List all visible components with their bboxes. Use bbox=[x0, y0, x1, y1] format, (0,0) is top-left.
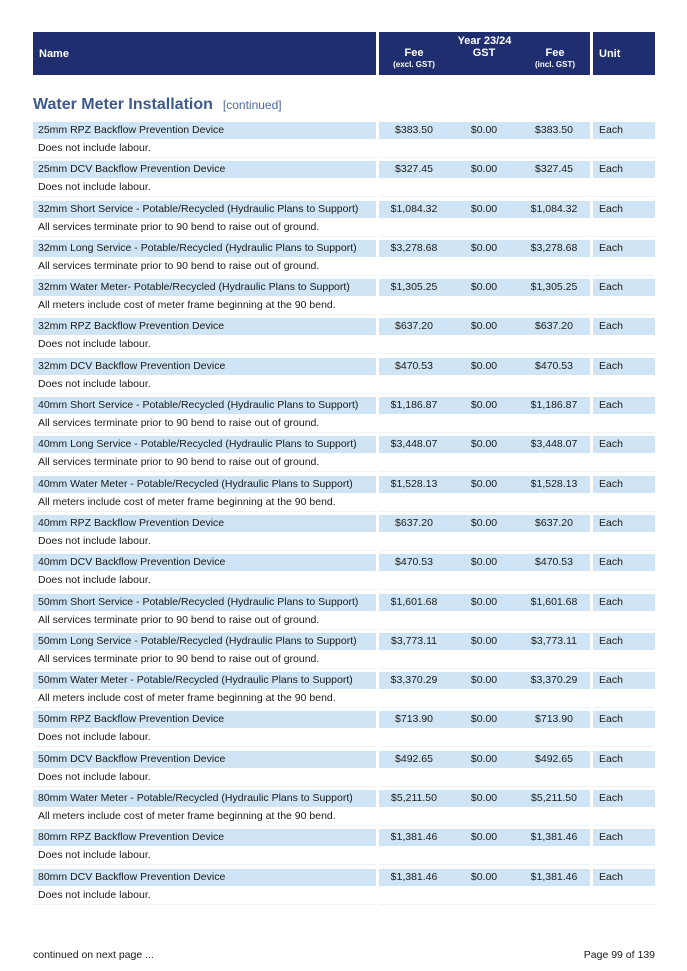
row-fee-excl: $713.90 bbox=[395, 713, 433, 726]
row-name: 32mm Long Service - Potable/Recycled (Hydraulic Plans to Support) bbox=[38, 241, 357, 254]
row-fee-incl: $5,211.50 bbox=[531, 792, 577, 805]
row-name: 50mm Long Service - Potable/Recycled (Hydraulic Plans to Support) bbox=[38, 634, 357, 647]
row-main-line bbox=[33, 672, 655, 689]
row-desc-bg bbox=[593, 689, 655, 708]
row-main-line bbox=[33, 397, 655, 414]
row-gst: $0.00 bbox=[470, 399, 498, 412]
row-gst: $0.00 bbox=[470, 516, 498, 529]
row-desc-line bbox=[33, 571, 655, 590]
row-gst: $0.00 bbox=[470, 163, 498, 176]
table-row bbox=[33, 476, 655, 515]
row-fee-excl: $1,084.32 bbox=[390, 202, 438, 215]
row-fee-incl: $383.50 bbox=[535, 124, 573, 136]
row-gst: $0.00 bbox=[470, 241, 498, 254]
row-unit: Each bbox=[599, 477, 623, 490]
row-desc-line bbox=[33, 375, 655, 394]
row-gst: $0.00 bbox=[470, 831, 498, 844]
row-fee-incl: $1,084.32 bbox=[530, 202, 578, 215]
row-desc-bg bbox=[593, 335, 655, 354]
row-description: Does not include labour. bbox=[38, 574, 151, 587]
row-desc-bg bbox=[593, 218, 655, 237]
row-desc-bg bbox=[593, 453, 655, 472]
row-fee-excl: $1,186.87 bbox=[390, 399, 438, 412]
row-name: 80mm Water Meter - Potable/Recycled (Hydraulic Plans to Support) bbox=[38, 792, 353, 805]
table-row bbox=[33, 711, 655, 750]
row-description: Does not include labour. bbox=[38, 338, 151, 351]
header-name-cell bbox=[33, 32, 376, 75]
row-description: Does not include labour. bbox=[38, 849, 151, 862]
table-header bbox=[33, 32, 655, 75]
row-fee-excl: $3,278.68 bbox=[390, 241, 438, 254]
header-fees-cell bbox=[379, 32, 590, 75]
header-fee-excl bbox=[379, 47, 449, 71]
row-fee-excl: $3,370.29 bbox=[390, 674, 438, 687]
row-unit: Each bbox=[599, 281, 623, 294]
row-desc-bg bbox=[379, 414, 590, 433]
row-desc-bg bbox=[593, 611, 655, 630]
row-desc-bg bbox=[379, 139, 590, 158]
section-title-text: Water Meter Installation bbox=[33, 96, 213, 113]
row-gst: $0.00 bbox=[470, 634, 498, 647]
row-main-line bbox=[33, 476, 655, 493]
table-row bbox=[33, 515, 655, 554]
row-fee-excl: $492.65 bbox=[395, 752, 433, 765]
row-desc-line bbox=[33, 728, 655, 747]
row-fee-incl: $3,278.68 bbox=[530, 241, 578, 254]
row-fee-excl: $637.20 bbox=[395, 516, 433, 529]
row-desc-bg bbox=[593, 493, 655, 512]
row-gst: $0.00 bbox=[470, 595, 498, 608]
row-name: 25mm DCV Backflow Prevention Device bbox=[38, 163, 226, 176]
row-fee-excl: $1,305.25 bbox=[390, 281, 438, 294]
row-name: 32mm DCV Backflow Prevention Device bbox=[38, 359, 226, 372]
row-desc-line bbox=[33, 139, 655, 158]
row-name: 40mm Water Meter - Potable/Recycled (Hydraulic Plans to Support) bbox=[38, 477, 353, 490]
row-desc-bg bbox=[593, 807, 655, 826]
row-desc-bg bbox=[379, 257, 590, 276]
row-name: 40mm DCV Backflow Prevention Device bbox=[38, 556, 226, 569]
row-fee-excl: $327.45 bbox=[395, 163, 433, 176]
row-desc-bg bbox=[593, 296, 655, 315]
row-name: 25mm RPZ Backflow Prevention Device bbox=[38, 124, 225, 136]
row-fee-excl: $470.53 bbox=[395, 359, 433, 372]
row-description: All meters include cost of meter frame beginning at the 90 bend. bbox=[38, 810, 336, 823]
row-description: All services terminate prior to 90 bend to raise out of ground. bbox=[38, 259, 320, 272]
row-fee-excl: $383.50 bbox=[395, 124, 433, 136]
row-description: Does not include labour. bbox=[38, 377, 151, 390]
row-fee-incl: $1,601.68 bbox=[530, 595, 578, 608]
table-row bbox=[33, 672, 655, 711]
row-unit: Each bbox=[599, 595, 623, 608]
row-main-line bbox=[33, 279, 655, 296]
row-desc-line bbox=[33, 886, 655, 905]
row-fee-incl: $1,381.46 bbox=[530, 831, 578, 844]
page-number: Page 99 of 139 bbox=[583, 949, 655, 961]
row-unit: Each bbox=[599, 399, 623, 412]
row-unit: Each bbox=[599, 359, 623, 372]
section-continued: [continued] bbox=[222, 98, 282, 112]
row-name: 32mm RPZ Backflow Prevention Device bbox=[38, 320, 225, 333]
header-fee-incl-label: Fee bbox=[545, 47, 565, 59]
row-desc-bg bbox=[379, 611, 590, 630]
row-desc-bg bbox=[379, 650, 590, 669]
row-unit: Each bbox=[599, 556, 623, 569]
row-description: Does not include labour. bbox=[38, 770, 151, 783]
row-name: 32mm Water Meter- Potable/Recycled (Hydraulic Plans to Support) bbox=[38, 281, 350, 294]
row-desc-bg bbox=[593, 650, 655, 669]
row-fee-incl: $3,773.11 bbox=[531, 634, 577, 647]
row-description: All services terminate prior to 90 bend to raise out of ground. bbox=[38, 417, 320, 430]
row-name: 40mm Long Service - Potable/Recycled (Hydraulic Plans to Support) bbox=[38, 438, 357, 451]
row-fee-excl: $5,211.50 bbox=[391, 792, 437, 805]
row-description: All services terminate prior to 90 bend to raise out of ground. bbox=[38, 652, 320, 665]
row-main-line bbox=[33, 829, 655, 846]
table-row bbox=[33, 829, 655, 868]
row-desc-bg bbox=[379, 532, 590, 551]
row-desc-line bbox=[33, 453, 655, 472]
row-desc-line bbox=[33, 807, 655, 826]
table-row bbox=[33, 436, 655, 475]
row-main-line bbox=[33, 436, 655, 453]
row-fee-excl: $637.20 bbox=[395, 320, 433, 333]
row-main-line bbox=[33, 869, 655, 886]
row-fee-excl: $1,601.68 bbox=[390, 595, 438, 608]
row-unit: Each bbox=[599, 163, 623, 176]
row-description: All services terminate prior to 90 bend to raise out of ground. bbox=[38, 613, 320, 626]
row-name: 50mm DCV Backflow Prevention Device bbox=[38, 752, 226, 765]
row-gst: $0.00 bbox=[470, 556, 498, 569]
header-gst bbox=[449, 47, 519, 59]
row-gst: $0.00 bbox=[470, 438, 498, 451]
row-gst: $0.00 bbox=[470, 281, 498, 294]
row-desc-bg bbox=[379, 689, 590, 708]
table-row bbox=[33, 869, 655, 908]
row-main-line bbox=[33, 554, 655, 571]
row-fee-incl: $1,186.87 bbox=[530, 399, 578, 412]
row-description: Does not include labour. bbox=[38, 888, 151, 901]
row-fee-incl: $637.20 bbox=[535, 516, 573, 529]
header-year-label: Year 23/24 bbox=[457, 35, 512, 47]
row-main-line bbox=[33, 201, 655, 218]
row-unit: Each bbox=[599, 831, 623, 844]
row-unit: Each bbox=[599, 202, 623, 215]
row-fee-incl: $470.53 bbox=[535, 359, 573, 372]
row-desc-line bbox=[33, 611, 655, 630]
row-name: 32mm Short Service - Potable/Recycled (Hydraulic Plans to Support) bbox=[38, 202, 359, 215]
row-desc-line bbox=[33, 218, 655, 237]
row-desc-bg bbox=[379, 493, 590, 512]
row-desc-bg bbox=[379, 728, 590, 747]
row-desc-bg bbox=[379, 886, 590, 905]
row-unit: Each bbox=[599, 438, 623, 451]
row-unit: Each bbox=[599, 124, 623, 136]
row-desc-bg bbox=[593, 414, 655, 433]
table-row bbox=[33, 318, 655, 357]
table-row bbox=[33, 397, 655, 436]
row-name: 40mm RPZ Backflow Prevention Device bbox=[38, 516, 225, 529]
row-desc-line bbox=[33, 335, 655, 354]
row-fee-excl: $470.53 bbox=[395, 556, 433, 569]
table-row bbox=[33, 358, 655, 397]
row-desc-bg bbox=[593, 375, 655, 394]
row-description: Does not include labour. bbox=[38, 142, 151, 154]
row-name: 50mm Short Service - Potable/Recycled (Hydraulic Plans to Support) bbox=[38, 595, 359, 608]
row-fee-excl: $1,528.13 bbox=[390, 477, 438, 490]
table-row bbox=[33, 751, 655, 790]
row-gst: $0.00 bbox=[470, 202, 498, 215]
row-desc-bg bbox=[593, 846, 655, 865]
fee-table-body bbox=[33, 122, 655, 908]
row-desc-bg bbox=[379, 296, 590, 315]
row-description: Does not include labour. bbox=[38, 731, 151, 744]
header-name-label: Name bbox=[39, 48, 69, 60]
row-desc-line bbox=[33, 768, 655, 787]
row-main-line bbox=[33, 594, 655, 611]
row-unit: Each bbox=[599, 516, 623, 529]
table-row bbox=[33, 790, 655, 829]
row-gst: $0.00 bbox=[470, 713, 498, 726]
row-name: 80mm DCV Backflow Prevention Device bbox=[38, 870, 226, 883]
row-description: All meters include cost of meter frame beginning at the 90 bend. bbox=[38, 299, 336, 312]
row-main-line bbox=[33, 161, 655, 178]
row-desc-line bbox=[33, 650, 655, 669]
row-gst: $0.00 bbox=[470, 674, 498, 687]
row-description: All services terminate prior to 90 bend to raise out of ground. bbox=[38, 456, 320, 469]
row-unit: Each bbox=[599, 752, 623, 765]
row-fee-incl: $637.20 bbox=[535, 320, 573, 333]
row-fee-incl: $470.53 bbox=[535, 556, 573, 569]
row-name: 50mm Water Meter - Potable/Recycled (Hydraulic Plans to Support) bbox=[38, 674, 353, 687]
row-name: 40mm Short Service - Potable/Recycled (Hydraulic Plans to Support) bbox=[38, 399, 359, 412]
row-name: 50mm RPZ Backflow Prevention Device bbox=[38, 713, 225, 726]
row-desc-line bbox=[33, 689, 655, 708]
row-desc-line bbox=[33, 532, 655, 551]
row-unit: Each bbox=[599, 241, 623, 254]
row-desc-bg bbox=[379, 807, 590, 826]
row-description: All meters include cost of meter frame beginning at the 90 bend. bbox=[38, 692, 336, 705]
row-fee-incl: $713.90 bbox=[535, 713, 573, 726]
row-main-line bbox=[33, 751, 655, 768]
row-unit: Each bbox=[599, 674, 623, 687]
row-desc-bg bbox=[379, 846, 590, 865]
row-desc-bg bbox=[379, 218, 590, 237]
row-name: 80mm RPZ Backflow Prevention Device bbox=[38, 831, 225, 844]
row-main-line bbox=[33, 240, 655, 257]
row-unit: Each bbox=[599, 713, 623, 726]
row-desc-bg bbox=[593, 886, 655, 905]
table-row bbox=[33, 161, 655, 200]
row-main-line bbox=[33, 790, 655, 807]
row-desc-bg bbox=[379, 571, 590, 590]
footer-continued: continued on next page ... bbox=[33, 949, 154, 961]
row-unit: Each bbox=[599, 634, 623, 647]
table-row bbox=[33, 594, 655, 633]
row-desc-line bbox=[33, 296, 655, 315]
row-desc-bg bbox=[379, 375, 590, 394]
row-fee-excl: $1,381.46 bbox=[390, 831, 438, 844]
table-row bbox=[33, 279, 655, 318]
header-gst-label: GST bbox=[472, 47, 496, 59]
table-row bbox=[33, 122, 655, 161]
row-unit: Each bbox=[599, 320, 623, 333]
section-title bbox=[33, 96, 282, 114]
row-gst: $0.00 bbox=[470, 477, 498, 490]
row-desc-bg bbox=[593, 571, 655, 590]
row-fee-incl: $1,381.46 bbox=[530, 870, 578, 883]
table-row bbox=[33, 633, 655, 672]
header-fee-incl bbox=[520, 47, 590, 71]
row-gst: $0.00 bbox=[470, 359, 498, 372]
row-gst: $0.00 bbox=[470, 870, 498, 883]
row-main-line bbox=[33, 122, 655, 139]
row-fee-excl: $1,381.46 bbox=[390, 870, 438, 883]
table-row bbox=[33, 240, 655, 279]
header-fee-excl-sub: (excl. GST) bbox=[393, 60, 435, 69]
row-description: Does not include labour. bbox=[38, 181, 151, 194]
row-desc-line bbox=[33, 178, 655, 197]
row-unit: Each bbox=[599, 870, 623, 883]
row-fee-incl: $1,528.13 bbox=[530, 477, 578, 490]
table-row bbox=[33, 201, 655, 240]
row-description: All services terminate prior to 90 bend to raise out of ground. bbox=[38, 220, 320, 233]
row-main-line bbox=[33, 318, 655, 335]
row-description: Does not include labour. bbox=[38, 534, 151, 547]
row-fee-incl: $3,448.07 bbox=[530, 438, 578, 451]
row-desc-bg bbox=[593, 532, 655, 551]
row-desc-bg bbox=[379, 335, 590, 354]
row-desc-bg bbox=[379, 453, 590, 472]
row-fee-incl: $3,370.29 bbox=[530, 674, 578, 687]
row-main-line bbox=[33, 515, 655, 532]
header-fee-incl-sub: (incl. GST) bbox=[535, 60, 575, 69]
header-unit-label: Unit bbox=[599, 48, 621, 60]
row-main-line bbox=[33, 633, 655, 650]
row-main-line bbox=[33, 358, 655, 375]
row-main-line bbox=[33, 711, 655, 728]
row-gst: $0.00 bbox=[470, 320, 498, 333]
row-fee-incl: $1,305.25 bbox=[530, 281, 578, 294]
row-desc-line bbox=[33, 493, 655, 512]
row-gst: $0.00 bbox=[470, 124, 498, 136]
row-gst: $0.00 bbox=[470, 792, 498, 805]
row-fee-incl: $492.65 bbox=[535, 752, 573, 765]
row-desc-line bbox=[33, 414, 655, 433]
row-desc-bg bbox=[379, 768, 590, 787]
row-unit: Each bbox=[599, 792, 623, 805]
row-desc-bg bbox=[593, 257, 655, 276]
row-gst: $0.00 bbox=[470, 752, 498, 765]
row-desc-bg bbox=[379, 178, 590, 197]
row-fee-excl: $3,448.07 bbox=[390, 438, 438, 451]
row-desc-line bbox=[33, 257, 655, 276]
row-desc-line bbox=[33, 846, 655, 865]
row-fee-excl: $3,773.11 bbox=[391, 634, 437, 647]
row-desc-bg bbox=[593, 768, 655, 787]
header-unit-cell bbox=[593, 32, 655, 75]
row-desc-bg bbox=[593, 728, 655, 747]
row-description: All meters include cost of meter frame beginning at the 90 bend. bbox=[38, 495, 336, 508]
header-fee-excl-label: Fee bbox=[404, 47, 424, 59]
row-fee-incl: $327.45 bbox=[535, 163, 573, 176]
table-row bbox=[33, 554, 655, 593]
row-desc-bg bbox=[593, 139, 655, 158]
row-desc-bg bbox=[593, 178, 655, 197]
